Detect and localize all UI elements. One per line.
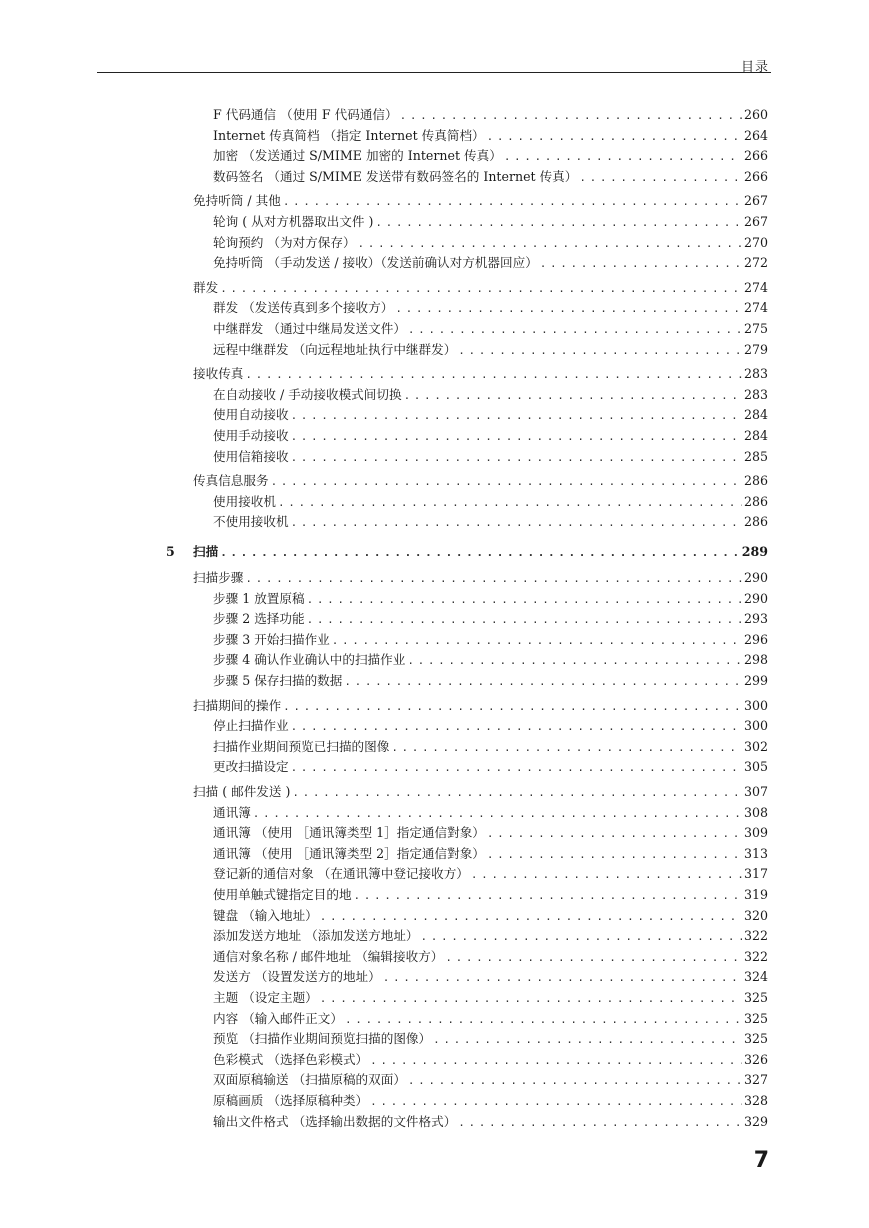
toc-entry-page: 286: [743, 514, 768, 530]
toc-entry[interactable]: [213, 1071, 768, 1089]
dot-leader: [245, 366, 742, 384]
dot-leader: [283, 698, 742, 716]
toc-entry-label: 在自动接收 / 手动接收模式间切换: [213, 386, 402, 402]
toc-entry-label: 扫描步骤: [193, 570, 244, 585]
dot-leader: [283, 193, 742, 211]
dot-leader: [291, 759, 742, 777]
toc-entry[interactable]: [213, 448, 768, 466]
dot-leader: [370, 1052, 742, 1070]
toc-entry[interactable]: [213, 299, 768, 317]
page-number: 7: [753, 1148, 769, 1173]
dot-leader: [540, 255, 742, 273]
toc-entry-label: 免持听筒 （手动发送 / 接收）（发送前确认对方机器回应）: [213, 255, 538, 271]
dot-leader: [320, 990, 742, 1008]
toc-entry-label: Internet 传真简档 （指定 Internet 传真简档）: [213, 127, 485, 143]
toc-entry-page: 270: [743, 234, 768, 250]
toc-entry-page: 274: [743, 300, 768, 316]
toc-entry-label: 通讯簿: [213, 804, 251, 820]
dot-leader: [375, 214, 742, 232]
dot-leader: [307, 591, 742, 609]
toc-entry-label: 使用手动接收: [213, 428, 289, 443]
chapter-number: 5: [166, 544, 175, 559]
toc-entry-label: 扫描作业期间预览已扫描的图像: [213, 738, 390, 754]
toc-entry-label: 中继群发 （通过中继局发送文件）: [213, 321, 406, 336]
toc-entry-label: 步骤 5 保存扫描的数据: [213, 673, 343, 688]
toc-entry-page: 324: [743, 969, 768, 985]
toc-entry-label: 步骤 4 确认作业确认中的扫描作业: [213, 652, 406, 668]
toc-entry-page: 283: [743, 366, 768, 382]
toc-entry-label: 通讯簿 （使用 ［通讯簿类型 2］指定通信對象）: [213, 845, 485, 861]
toc-entry[interactable]: [213, 1010, 768, 1028]
toc-entry-label: 轮询 ( 从对方机器取出文件 ): [213, 214, 374, 229]
dot-leader: [487, 128, 742, 146]
toc-entry-label: 使用信箱接收: [213, 448, 289, 464]
toc-entry[interactable]: [213, 127, 768, 145]
dot-leader: [445, 949, 742, 967]
toc-entry-page: 279: [743, 341, 768, 357]
dot-leader: [291, 718, 742, 736]
toc-entry[interactable]: [213, 824, 768, 842]
toc-entry[interactable]: [213, 513, 768, 531]
toc-entry-page: 284: [743, 428, 768, 443]
dot-leader: [433, 1031, 742, 1049]
toc-entry[interactable]: [213, 672, 768, 690]
toc-entry-label: 轮询预约 （为对方保存）: [213, 234, 356, 250]
toc-entry-label: 色彩模式 （选择色彩模式）: [213, 1051, 369, 1067]
toc-entry-page: 320: [743, 907, 768, 923]
dot-leader: [307, 611, 742, 629]
toc-entry-label: 双面原稿输送 （扫描原稿的双面）: [213, 1072, 406, 1088]
dot-leader: [245, 570, 742, 588]
dot-leader: [408, 321, 742, 339]
toc-entry-page: 313: [743, 845, 768, 861]
dot-leader: [291, 449, 742, 467]
toc-entry-label: 登记新的通信对象 （在通讯簿中登记接收方）: [213, 866, 469, 882]
toc-entry-page: 305: [743, 759, 768, 775]
dot-leader: [358, 235, 742, 253]
toc-entry[interactable]: [213, 254, 768, 272]
toc-entry[interactable]: [213, 865, 768, 883]
toc-entry-page: 266: [743, 148, 768, 164]
toc-entry-page: 325: [743, 1010, 768, 1026]
toc-entry-label: 更改扫描设定: [213, 759, 289, 775]
dot-leader: [407, 652, 742, 670]
toc-entry-page: 326: [743, 1051, 768, 1067]
toc-entry-label: F 代码通信 （使用 F 代码通信）: [213, 107, 398, 122]
toc-entry-label: 扫描期间的操作: [193, 697, 282, 713]
header-rule: [97, 72, 771, 73]
toc-entry-page: 308: [743, 804, 768, 820]
chapter-entry[interactable]: [193, 543, 768, 561]
toc-entry[interactable]: [213, 804, 768, 822]
dot-leader: [291, 407, 742, 425]
toc-entry-page: 307: [743, 784, 768, 799]
toc-entry-page: 264: [743, 127, 768, 143]
toc-entry-page: 329: [743, 1113, 768, 1129]
toc-entry-page: 260: [743, 107, 768, 122]
toc-entry-page: 325: [743, 990, 768, 1005]
toc-entry-page: 309: [743, 825, 768, 841]
toc-entry[interactable]: [213, 168, 768, 186]
toc-entry-page: 302: [743, 738, 768, 754]
toc-entry-label: 不使用接收机: [213, 514, 289, 530]
toc-entry[interactable]: [193, 472, 768, 490]
dot-leader: [504, 148, 742, 166]
toc-entry-page: 328: [743, 1093, 768, 1108]
toc-entry[interactable]: [193, 783, 768, 801]
dot-leader: [404, 387, 742, 405]
toc-entry-label: 步骤 3 开始扫描作业: [213, 631, 330, 647]
toc-entry-label: 群发: [193, 279, 219, 295]
dot-leader: [292, 784, 742, 802]
dot-leader: [395, 300, 742, 318]
toc-entry-label: 远程中继群发 （向远程地址执行中继群发）: [213, 341, 457, 357]
toc-entry[interactable]: [213, 341, 768, 359]
toc-entry-page: 286: [743, 493, 768, 509]
toc-entry-label: 步骤 2 选择功能: [213, 611, 305, 627]
toc-entry-label: 数码签名 （通过 S/MIME 发送带有数码签名的 Internet 传真）: [213, 168, 578, 184]
toc-entry-label: 步骤 1 放置原稿: [213, 590, 305, 606]
chapter-page: 289: [741, 544, 768, 559]
toc-entry-page: 319: [743, 887, 768, 902]
toc-entry[interactable]: [213, 968, 768, 986]
dot-leader: [487, 825, 742, 843]
toc-entry[interactable]: [213, 927, 768, 945]
dot-leader: [220, 544, 740, 562]
toc-entry-label: 原稿画质 （选择原稿种类）: [213, 1093, 369, 1108]
toc-entry[interactable]: [213, 106, 768, 124]
toc-entry-label: 通信对象名称 / 邮件地址 （编辑接收方）: [213, 948, 444, 964]
toc-entry-page: 322: [743, 948, 768, 964]
toc-entry-page: 283: [743, 386, 768, 402]
toc-entry-page: 317: [743, 866, 768, 882]
toc-entry[interactable]: [213, 320, 768, 338]
toc-entry[interactable]: [213, 427, 768, 445]
toc-entry-page: 300: [743, 718, 768, 734]
toc-entry[interactable]: [213, 845, 768, 863]
toc-entry-page: 298: [743, 652, 768, 668]
toc-entry-label: 加密 （发送通过 S/MIME 加密的 Internet 传真）: [213, 148, 502, 164]
toc-entry[interactable]: [213, 989, 768, 1007]
toc-entry-label: 输出文件格式 （选择输出数据的文件格式）: [213, 1113, 457, 1129]
dot-leader: [271, 473, 742, 491]
toc-entry[interactable]: [213, 147, 768, 165]
toc-entry-label: 使用自动接收: [213, 407, 289, 423]
dot-leader: [344, 673, 742, 691]
toc-entry-label: 使用接收机: [213, 493, 276, 509]
toc-entry[interactable]: [213, 1030, 768, 1048]
dot-leader: [320, 908, 742, 926]
dot-leader: [408, 1072, 742, 1090]
toc-entry-page: 290: [743, 570, 768, 585]
toc-entry-page: 274: [743, 279, 768, 295]
dot-leader: [421, 928, 742, 946]
dot-leader: [458, 1114, 742, 1132]
toc-entry[interactable]: [213, 1051, 768, 1069]
toc-entry[interactable]: [213, 738, 768, 756]
toc-entry-label: 添加发送方地址 （添加发送方地址）: [213, 928, 419, 944]
toc-entry[interactable]: [213, 1113, 768, 1131]
toc-entry-label: 传真信息服务: [193, 473, 269, 489]
toc-entry-label: 键盘 （输入地址）: [213, 907, 318, 923]
toc-entry-page: 275: [743, 321, 768, 336]
toc-entry-page: 267: [743, 193, 768, 209]
dot-leader: [220, 280, 742, 298]
toc-entry-page: 296: [743, 631, 768, 647]
dot-leader: [370, 1093, 742, 1111]
toc-entry-page: 286: [743, 473, 768, 489]
toc-entry-label: 通讯簿 （使用 ［通讯簿类型 1］指定通信對象）: [213, 825, 485, 841]
toc-entry[interactable]: [193, 697, 768, 715]
toc-entry[interactable]: [213, 651, 768, 669]
toc-entry[interactable]: [193, 365, 768, 383]
toc-entry[interactable]: [213, 234, 768, 252]
toc-entry-page: 284: [743, 407, 768, 423]
dot-leader: [354, 887, 742, 905]
dot-leader: [579, 169, 742, 187]
toc-entry-page: 266: [743, 168, 768, 184]
toc-entry-page: 300: [743, 697, 768, 713]
toc-entry-label: 接收传真: [193, 366, 244, 382]
dot-leader: [400, 107, 742, 125]
toc-entry[interactable]: [213, 493, 768, 511]
toc-entry[interactable]: [213, 590, 768, 608]
toc-entry-page: 327: [743, 1072, 768, 1088]
toc-entry[interactable]: [213, 886, 768, 904]
toc-entry-label: 内容 （输入邮件正文）: [213, 1010, 343, 1026]
dot-leader: [345, 1011, 742, 1029]
dot-leader: [487, 846, 742, 864]
dot-leader: [253, 805, 742, 823]
toc-entry[interactable]: [213, 1092, 768, 1110]
toc-entry[interactable]: [213, 758, 768, 776]
toc-entry[interactable]: [213, 717, 768, 735]
page-header-title: 目录: [740, 60, 769, 75]
toc-entry-label: 使用单触式键指定目的地: [213, 887, 352, 902]
toc-entry-label: 发送方 （设置发送方的地址）: [213, 969, 381, 985]
toc-entry[interactable]: [193, 192, 768, 210]
toc-entry[interactable]: [193, 569, 768, 587]
toc-entry-page: 299: [743, 673, 768, 688]
toc-entry-label: 主题 （设定主题）: [213, 990, 318, 1005]
toc-entry-label: 免持听筒 / 其他: [193, 193, 281, 209]
toc-entry[interactable]: [213, 213, 768, 231]
toc-entry-page: 293: [743, 611, 768, 627]
toc-entry-label: 预览 （扫描作业期间预览扫描的图像）: [213, 1031, 432, 1047]
toc-entry[interactable]: [213, 386, 768, 404]
dot-leader: [291, 514, 742, 532]
toc-entry[interactable]: [193, 279, 768, 297]
toc-entry-page: 290: [743, 590, 768, 606]
toc-entry-page: 322: [743, 928, 768, 944]
toc-entry-label: 扫描 ( 邮件发送 ): [193, 784, 291, 799]
toc-entry[interactable]: [213, 948, 768, 966]
toc-entry-page: 285: [743, 448, 768, 464]
dot-leader: [278, 494, 742, 512]
toc-entry-page: 272: [743, 255, 768, 271]
toc-entry-label: 群发 （发送传真到多个接收方）: [213, 300, 394, 316]
dot-leader: [291, 428, 742, 446]
toc-entry[interactable]: [213, 631, 768, 649]
chapter-label: 扫描: [193, 544, 219, 559]
dot-leader: [332, 632, 742, 650]
dot-leader: [471, 866, 742, 884]
dot-leader: [391, 739, 742, 757]
toc-entry-page: 325: [743, 1031, 768, 1047]
toc-entry-page: 267: [743, 214, 768, 229]
dot-leader: [458, 342, 742, 360]
toc-entry[interactable]: [213, 610, 768, 628]
dot-leader: [383, 969, 742, 987]
toc-entry-label: 停止扫描作业: [213, 718, 289, 734]
toc-entry[interactable]: [213, 406, 768, 424]
toc-entry[interactable]: [213, 907, 768, 925]
